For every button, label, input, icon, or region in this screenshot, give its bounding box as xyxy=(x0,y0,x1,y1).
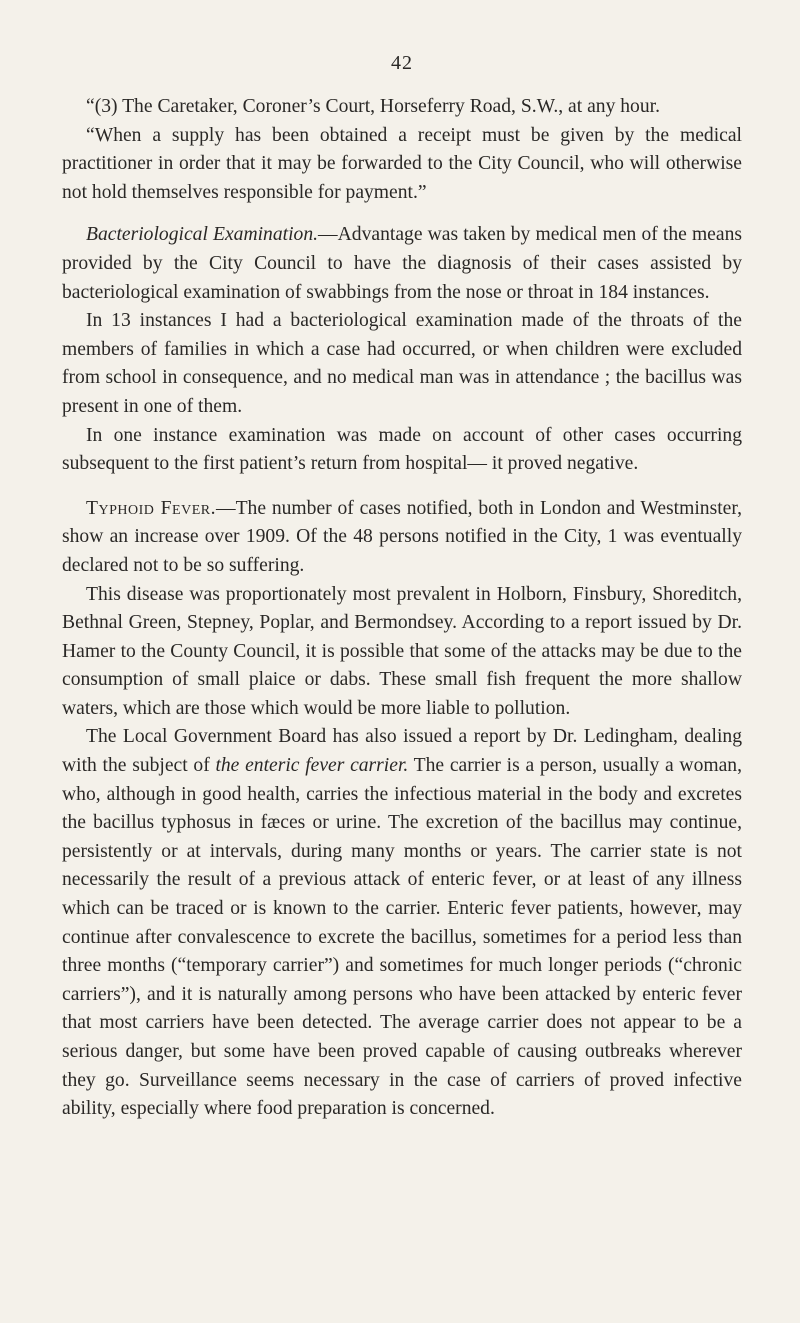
paragraph-throat-examinations: In 13 instances I had a bacteriological examination made of the throats of the members of families in which a case had occurred, or when children were excluded from school in consequence, and no medical man was in attendance ; the bacillus was present in one of them. xyxy=(62,310,742,417)
paragraph-hospital-return: In one instance examination was made on account of other cases occurring subsequent to the first patient’s return from hospital— it proved negative. xyxy=(62,424,742,475)
document-page xyxy=(62,52,742,1124)
section-heading-typhoid: Typhoid Fever. xyxy=(86,497,216,519)
page-number: 42 xyxy=(391,52,413,74)
paragraph-typhoid-fever xyxy=(62,495,742,581)
paragraph-enteric-carrier xyxy=(62,723,742,1123)
paragraph-text: —The number of cases notified, both in London and Westminster, show an increase over 1909. Of the 48 persons notified in the City, 1 was eventually declared not to be so suffering. xyxy=(62,497,742,576)
italic-term-enteric-carrier: the enteric fever carrier. xyxy=(215,755,409,777)
paragraph-bacteriological-examination xyxy=(62,221,742,307)
paragraph-text: —Advantage was taken by medical men of the means provided by the City Council to have the diagnosis of their cases assisted by bacteriological examination of swabbings from the nose or throat in 184 instances. xyxy=(62,224,742,303)
paragraph-prevalence: This disease was proportionately most prevalent in Holborn, Finsbury, Shoreditch, Bethnal Green, Stepney, Poplar, and Bermondsey. According to a report issued by Dr. Hamer to the County Council, it is possible that some of the attacks may be due to the consumption of small plaice or dabs. These small fish frequent the more shallow waters, which are those which would be more liable to pollution. xyxy=(62,583,742,719)
paragraph-text: The Local Government Board has also issued a report by Dr. Ledingham, dealing with the subject of xyxy=(62,726,742,777)
paragraph-supply-receipt: “When a supply has been obtained a receipt must be given by the medical practitioner in order that it may be forwarded to the City Council, who will otherwise not hold themselves responsible for payment.” xyxy=(62,124,742,203)
paragraph-caretaker: “(3) The Caretaker, Coroner’s Court, Horseferry Road, S.W., at any hour. xyxy=(86,96,660,117)
paragraph-text: The carrier is a person, usually a woman, who, although in good health, carries the infectious material in the body and excretes the bacillus typhosus in fæces or urine. The excretion of the bacillus may continue, persistently or at intervals, during many months or years. The carrier state is not necessarily the result of a previous attack of enteric fever, or at least of any illness which can be traced or is known to the carrier. Enteric fever patients, however, may continue after convalescence to excrete the bacillus, sometimes for a period less than three months (“temporary carrier”) and sometimes for much longer periods (“chronic carriers”), and it is naturally among persons who have been attacked by enteric fever that most carriers have been detected. The average carrier does not appear to be a serious danger, but some have been proved capable of causing outbreaks wherever they go. Surveillance seems necessary in the case of carriers of proved infective ability, especially where food preparation is concerned. xyxy=(62,755,742,1120)
section-heading-bacteriological: Bacteriological Examination. xyxy=(86,224,319,246)
